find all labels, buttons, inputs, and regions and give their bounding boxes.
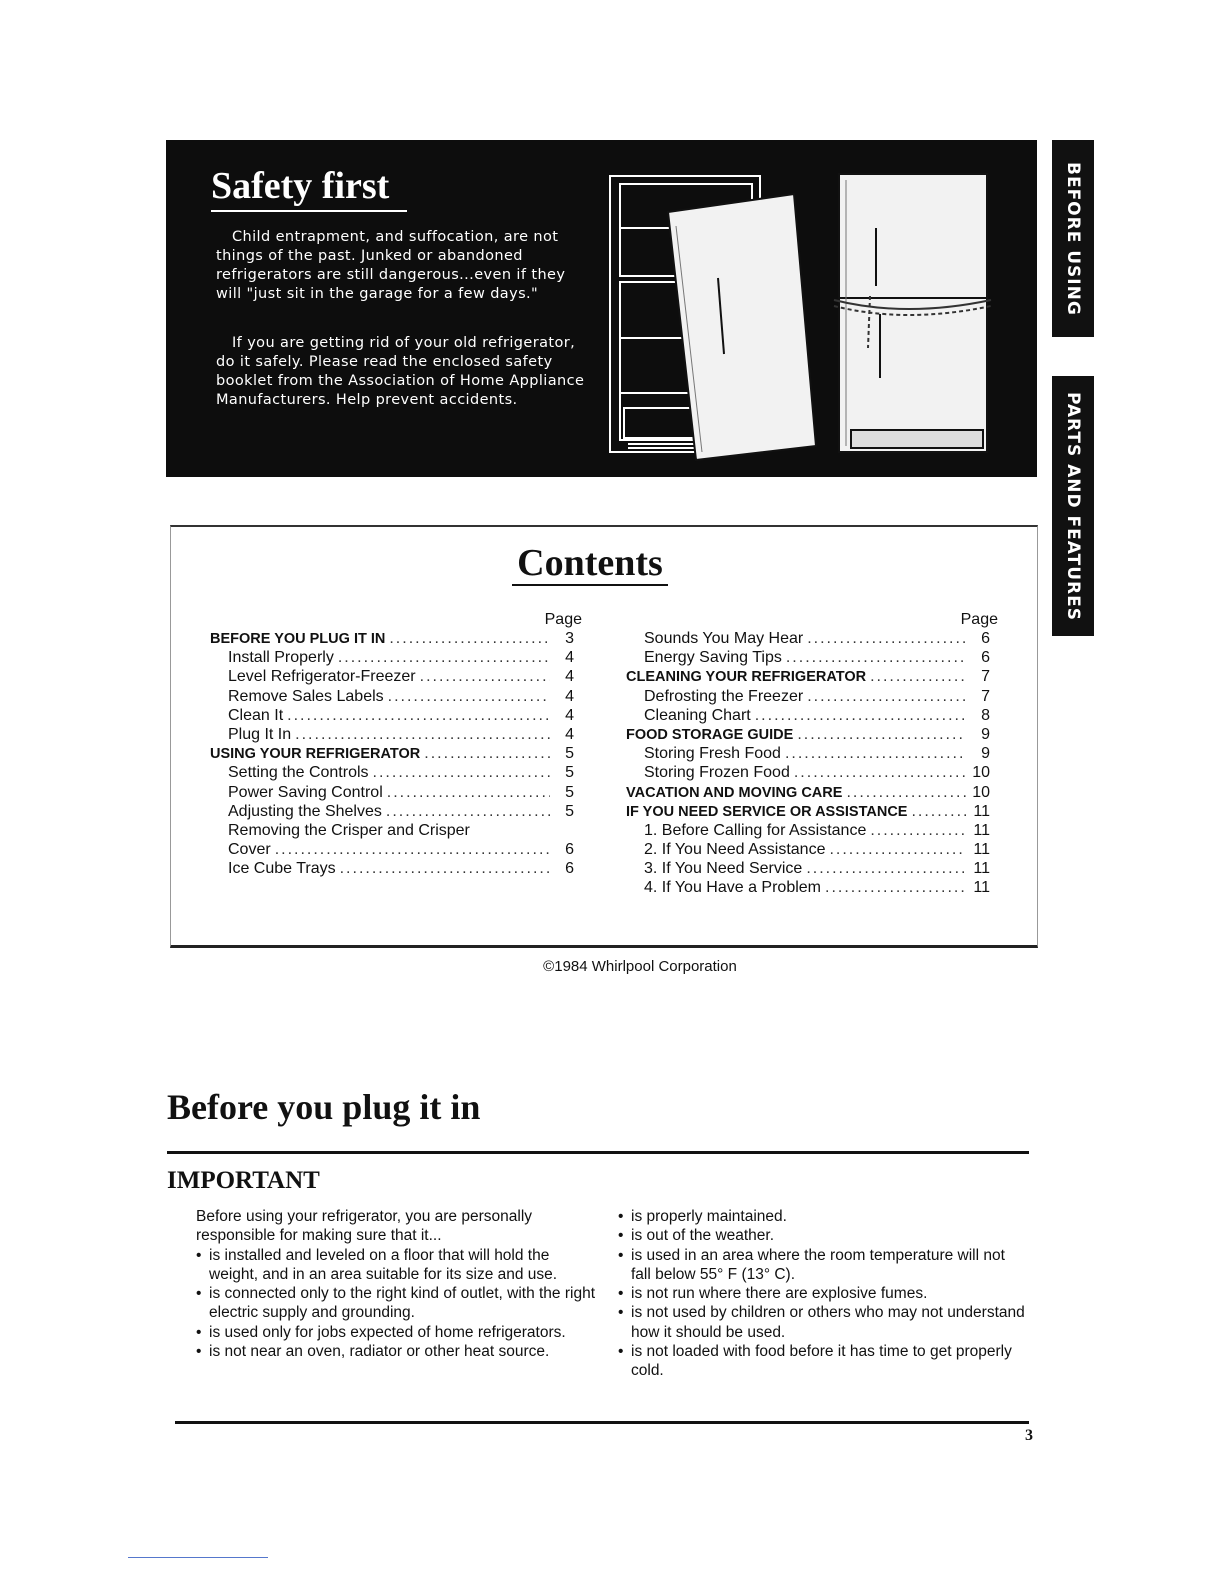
bottom-rule (175, 1421, 1029, 1424)
toc-leader-dots (387, 783, 550, 802)
toc-leader-dots (806, 859, 966, 878)
bullet-item (618, 1342, 1026, 1381)
toc-entry (210, 744, 582, 763)
toc-right-column (626, 610, 998, 898)
toc-entry-page: 5 (565, 764, 574, 782)
toc-entry-label: Install Properly (228, 649, 334, 667)
bullet-text: is not run where there are explosive fumes. (631, 1285, 928, 1303)
bullet-icon: • (618, 1246, 624, 1264)
toc-entry-page: 4 (565, 649, 574, 667)
toc-leader-dots (340, 859, 550, 878)
bullet-text: is not loaded with food before it has time to get properly cold. (631, 1343, 1012, 1380)
contents-title-underline (512, 584, 668, 586)
toc-entry-label: Sounds You May Hear (644, 630, 804, 647)
bullet-icon: • (618, 1227, 624, 1245)
toc-entry (210, 859, 582, 878)
bullet-icon: • (196, 1343, 202, 1361)
bullet-item (196, 1323, 598, 1342)
bullet-item (618, 1207, 1026, 1226)
toc-leader-dots (424, 744, 550, 763)
toc-page-header: Page (960, 611, 998, 628)
toc-entry (626, 763, 998, 782)
bullet-text: is used in an area where the room temperature will not fall below 55° F (13° C). (631, 1246, 1005, 1283)
toc-leader-dots (338, 648, 550, 667)
toc-leader-dots (785, 744, 966, 763)
important-intro: Before using your refrigerator, you are personally responsible for making sure that it... (196, 1208, 533, 1245)
toc-entry-label: FOOD STORAGE GUIDE (626, 726, 794, 743)
toc-entry-page: 11 (973, 860, 990, 878)
bullet-icon: • (196, 1323, 202, 1341)
toc-leader-dots (807, 629, 966, 648)
bullet-text: is out of the weather. (631, 1227, 775, 1245)
toc-entry-label: Ice Cube Trays (228, 860, 336, 878)
toc-entry-label: USING YOUR REFRIGERATOR (210, 746, 421, 763)
footer-line (128, 1557, 268, 1558)
toc-entry-page: 6 (565, 841, 574, 859)
toc-entry-page: 4 (565, 706, 574, 724)
toc-leader-dots (911, 802, 966, 821)
bullet-text: is connected only to the right kind of outlet, with the right electric supply and grounding. (209, 1285, 596, 1322)
bullet-item (618, 1303, 1026, 1342)
toc-entry (210, 802, 582, 821)
refrigerator-illustration (606, 168, 1031, 468)
toc-entry (626, 878, 998, 897)
toc-leader-dots (846, 783, 966, 802)
toc-entry (626, 802, 998, 821)
toc-entry-page: 10 (972, 764, 990, 782)
toc-entry (626, 648, 998, 667)
toc-entry (210, 821, 582, 840)
toc-leader-dots (755, 706, 966, 725)
toc-entry-page: 10 (972, 783, 990, 801)
safety-banner (166, 140, 1037, 477)
toc-entry-page: 6 (565, 860, 574, 878)
toc-entry-page: 7 (981, 687, 990, 705)
bullet-icon: • (618, 1343, 624, 1361)
toc-entry-page: 6 (981, 630, 990, 647)
bullet-item (196, 1284, 598, 1323)
tab-before-using[interactable] (1052, 140, 1094, 337)
toc-entry-label: Cover (228, 841, 271, 859)
toc-leader-dots (275, 840, 550, 859)
toc-entry-page: 4 (565, 725, 574, 743)
toc-leader-dots (794, 763, 966, 782)
important-left-column (196, 1207, 598, 1361)
safety-title-underline (211, 210, 407, 212)
toc-page-header: Page (544, 611, 582, 628)
toc-entry (210, 763, 582, 782)
toc-leader-dots (389, 629, 550, 648)
toc-entry-label: Removing the Crisper and Crisper (228, 821, 470, 839)
toc-leader-dots (829, 840, 966, 859)
toc-entry (626, 687, 998, 706)
toc-entry-page: 11 (973, 841, 990, 859)
toc-leader-dots (388, 687, 550, 706)
toc-entry-label: 4. If You Have a Problem (644, 879, 821, 897)
toc-leader-dots (373, 763, 550, 782)
toc-entry-page: 9 (981, 725, 990, 743)
toc-entry-label: Energy Saving Tips (644, 649, 782, 667)
toc-entry-label: BEFORE YOU PLUG IT IN (210, 631, 386, 647)
bullet-icon: • (196, 1285, 202, 1303)
toc-entry-page: 3 (565, 630, 574, 647)
toc-entry-page: 5 (565, 745, 574, 763)
toc-entry-label: Clean It (228, 706, 284, 724)
toc-entry (210, 648, 582, 667)
toc-entry-label: Storing Frozen Food (644, 764, 790, 782)
section-rule (167, 1151, 1029, 1154)
toc-entry-page: 4 (565, 687, 574, 705)
toc-leader-dots (386, 802, 550, 821)
toc-leader-dots (825, 878, 966, 897)
toc-entry (626, 840, 998, 859)
toc-leader-dots (420, 667, 550, 686)
toc-entry-label: 3. If You Need Service (644, 860, 803, 878)
toc-entry (210, 725, 582, 744)
copyright: ©1984 Whirlpool Corporation (543, 958, 737, 975)
toc-entry-page: 5 (565, 783, 574, 801)
toc-entry (626, 821, 998, 840)
toc-entry (210, 687, 582, 706)
bullet-item (618, 1284, 1026, 1303)
toc-entry-label: Plug It In (228, 725, 292, 743)
bullet-text: is not near an oven, radiator or other heat source. (209, 1343, 550, 1361)
page-number: 3 (1025, 1427, 1033, 1444)
toc-leader-dots (807, 687, 966, 706)
toc-entry (210, 706, 582, 725)
toc-entry-label: VACATION AND MOVING CARE (626, 784, 843, 801)
toc-entry-page: 9 (981, 745, 990, 763)
bullet-icon: • (618, 1208, 624, 1225)
tab-parts-and-features[interactable] (1052, 376, 1094, 636)
toc-leader-dots (295, 725, 550, 744)
toc-leader-dots (870, 667, 966, 686)
bullet-item (618, 1226, 1026, 1245)
toc-entry (210, 667, 582, 686)
important-heading: IMPORTANT (167, 1167, 320, 1194)
toc-left-column (210, 610, 582, 878)
toc-entry-label: Storing Fresh Food (644, 745, 781, 763)
bullet-item (618, 1246, 1026, 1285)
toc-entry-label: Defrosting the Freezer (644, 687, 804, 705)
toc-entry-page: 11 (973, 879, 990, 897)
bullet-text: is not used by children or others who may not understand how it should be used. (631, 1304, 1025, 1341)
toc-entry (626, 706, 998, 725)
toc-entry-page: 5 (565, 802, 574, 820)
bullet-icon: • (618, 1304, 624, 1322)
toc-entry (626, 667, 998, 686)
section-title: Before you plug it in (167, 1087, 481, 1127)
toc-entry (626, 744, 998, 763)
toc-entry-label: 2. If You Need Assistance (644, 841, 826, 859)
toc-entry-page: 7 (981, 668, 990, 686)
toc-entry (626, 725, 998, 744)
toc-entry (210, 783, 582, 802)
bullet-text: is installed and leveled on a floor that will hold the weight, and in an area suitable for its size and use. (209, 1246, 558, 1283)
toc-entry-label: Remove Sales Labels (228, 687, 384, 705)
toc-entry-page: 6 (981, 649, 990, 667)
toc-entry-label: IF YOU NEED SERVICE OR ASSISTANCE (626, 803, 908, 820)
bullet-icon: • (618, 1285, 624, 1303)
bullet-icon: • (196, 1246, 202, 1264)
toc-entry-label: CLEANING YOUR REFRIGERATOR (626, 669, 867, 686)
important-right-column (618, 1207, 1026, 1381)
toc-entry (626, 629, 998, 648)
contents-title: Contents (517, 542, 663, 584)
toc-leader-dots (870, 821, 966, 840)
tab-parts-and-features-label: PARTS AND FEATURES (1063, 391, 1083, 621)
safety-paragraph-2: If you are getting rid of your old refrigerator, do it safely. Please read the enclosed safety booklet from the Association of Home Appliance Manufacturers. Help prevent accidents. (216, 335, 585, 408)
toc-entry (626, 783, 998, 802)
bullet-text: is used only for jobs expected of home refrigerators. (209, 1323, 566, 1341)
toc-entry-page: 4 (565, 668, 574, 686)
toc-entry-page: 11 (973, 802, 990, 820)
toc-entry (210, 629, 582, 648)
toc-entry-label: Adjusting the Shelves (228, 802, 382, 820)
toc-leader-dots (786, 648, 966, 667)
safety-paragraph-1: Child entrapment, and suffocation, are not things of the past. Junked or abandoned refrigerators are still dangerous...even if they will "just sit in the garage for a few days." (216, 229, 566, 302)
toc-entry-label: Level Refrigerator-Freezer (228, 668, 416, 686)
bullet-text: is properly maintained. (631, 1208, 787, 1225)
toc-leader-dots (797, 725, 966, 744)
toc-entry (210, 840, 582, 859)
toc-entry-label: Power Saving Control (228, 783, 383, 801)
toc-entry-page: 11 (973, 821, 990, 839)
bullet-item (196, 1246, 598, 1285)
toc-entry-label: Setting the Controls (228, 764, 369, 782)
toc-leader-dots (287, 706, 550, 725)
safety-title: Safety first (211, 165, 390, 207)
toc-entry-label: Cleaning Chart (644, 706, 751, 724)
toc-entry-page: 8 (981, 706, 990, 724)
toc-entry (626, 859, 998, 878)
bullet-item (196, 1342, 598, 1361)
tab-before-using-label: BEFORE USING (1063, 161, 1083, 316)
toc-entry-label: 1. Before Calling for Assistance (644, 821, 867, 839)
